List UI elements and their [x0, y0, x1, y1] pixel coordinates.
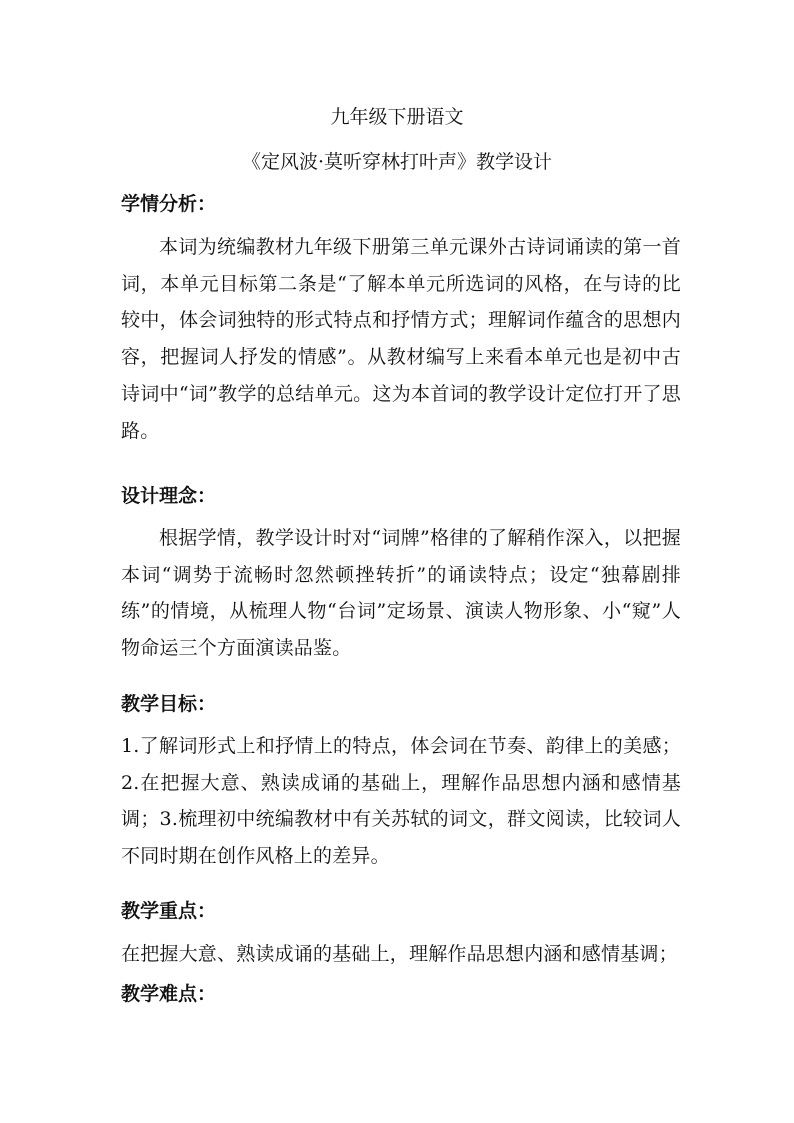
heading-difficulties: 教学难点： [121, 983, 217, 1005]
document-title-lesson: 《定风波·莫听穿林打叶声》教学设计 [241, 151, 553, 173]
paragraph-concept: 根据学情，教学设计时对“词牌”格律的了解稍作深入，以把握本词“调势于流畅时忽然顿挫转折”的诵读特点；设定“独幕剧排练”的情境，从梳理人物“台词”定场景、演读人物形象、小“窥”人物命运三个方面演读品鉴。 [121, 527, 681, 660]
paragraph-key-points: 在把握大意、熟读成诵的基础上，理解作品思想内涵和感情基调； [121, 943, 678, 965]
paragraph-analysis: 本词为统编教材九年级下册第三单元课外古诗词诵读的第一首词，本单元目标第二条是“了解本单元所选词的风格，在与诗的比较中，体会词独特的形式特点和抒情方式；理解词作蕴含的思想内容，把握词人抒发的情感”。从教材编写上来看本单元也是初中古诗词中“词”教学的总结单元。这为本首词的教学设计定位打开了思路。 [121, 236, 681, 442]
paragraph-goals: 1.了解词形式上和抒情上的特点，体会词在节奏、韵律上的美感；2.在把握大意、熟读成诵的基础上，理解作品思想内涵和感情基调；3.梳理初中统编教材中有关苏轼的词文，群文阅读，比较词人不同时期在创作风格上的差异。 [121, 735, 681, 868]
heading-key-points: 教学重点： [121, 900, 217, 922]
heading-analysis: 学情分析： [121, 193, 217, 215]
heading-goals: 教学目标： [121, 693, 217, 715]
document-title-grade: 九年级下册语文 [330, 106, 464, 128]
heading-concept: 设计理念： [121, 485, 217, 507]
